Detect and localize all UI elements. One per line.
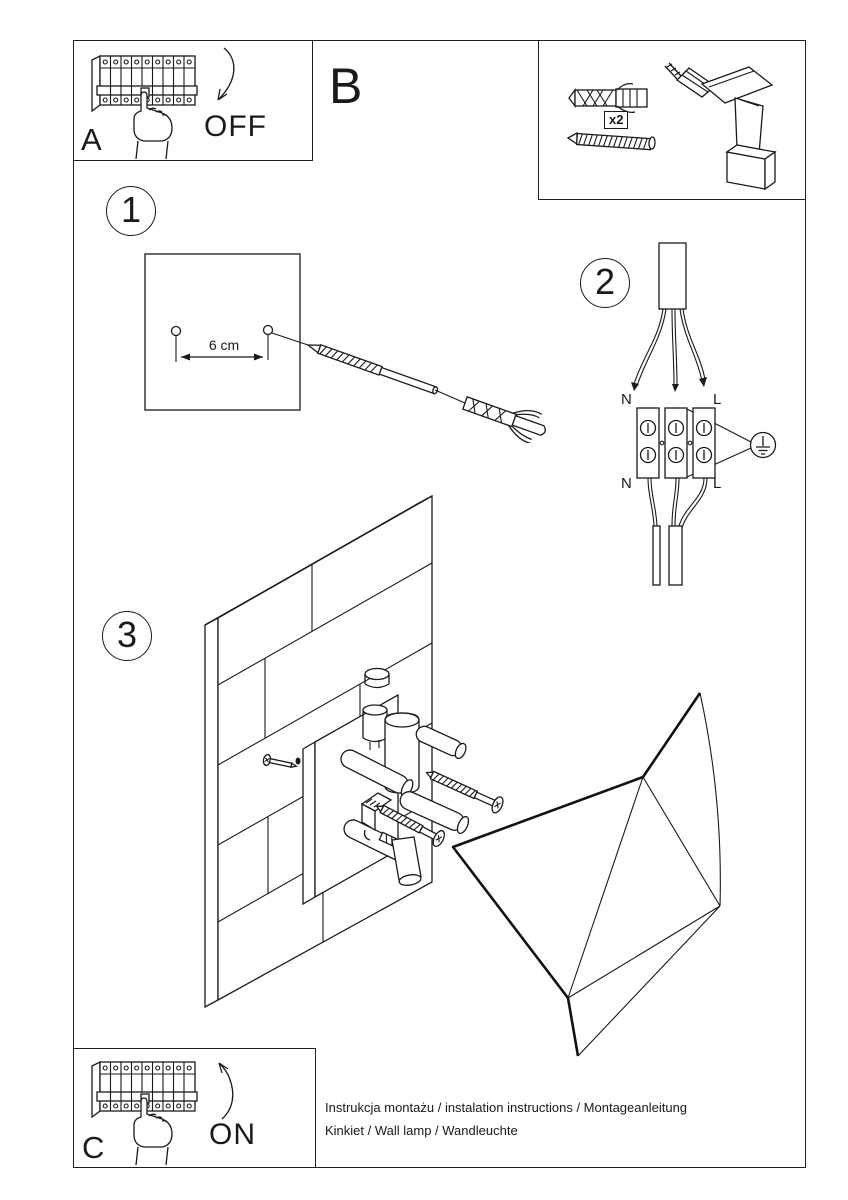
mounting-illustration	[195, 488, 745, 1068]
circuit-breaker-off-illustration	[73, 40, 311, 159]
section-c-label: C	[82, 1130, 105, 1165]
arrow-up-icon	[219, 1063, 233, 1119]
terminal-l-top-label: L	[713, 391, 722, 408]
section-b-tools	[538, 40, 806, 200]
terminal-n-top-label: N	[621, 391, 632, 408]
arrow-down-icon	[218, 48, 234, 100]
hole-spacing-label: 6 cm	[208, 337, 240, 353]
drill-icon	[665, 63, 775, 189]
circuit-breaker-on-illustration	[73, 1049, 314, 1167]
section-a-label: A	[81, 122, 102, 157]
section-a-power-off	[73, 40, 313, 161]
footer-product-name: Kinkiet / Wall lamp / Wandleuchte	[325, 1123, 518, 1138]
tools-illustration	[539, 40, 805, 198]
power-on-label: ON	[209, 1118, 256, 1151]
wall-plug-small-icon	[460, 388, 551, 443]
section-b-label: B	[329, 58, 363, 114]
step-1-number: 1	[106, 186, 156, 236]
step-3-number: 3	[102, 611, 152, 661]
power-off-label: OFF	[204, 110, 267, 143]
screw-icon	[568, 133, 655, 150]
footer-instructions-title: Instrukcja montażu / instalation instructions / Montageanleitung	[325, 1100, 688, 1115]
lampshade	[453, 693, 720, 1056]
terminal-l-bottom-label: L	[713, 475, 722, 492]
step-2-number: 2	[580, 258, 630, 308]
drill-bit-icon	[306, 341, 438, 396]
wall-plug-icon	[569, 84, 647, 113]
wires	[631, 309, 707, 392]
terminal-block	[637, 408, 751, 478]
section-c-power-on	[73, 1048, 316, 1168]
terminal-n-bottom-label: N	[621, 475, 632, 492]
earth-symbol-icon	[751, 433, 776, 458]
quantity-badge: x2	[604, 111, 628, 129]
